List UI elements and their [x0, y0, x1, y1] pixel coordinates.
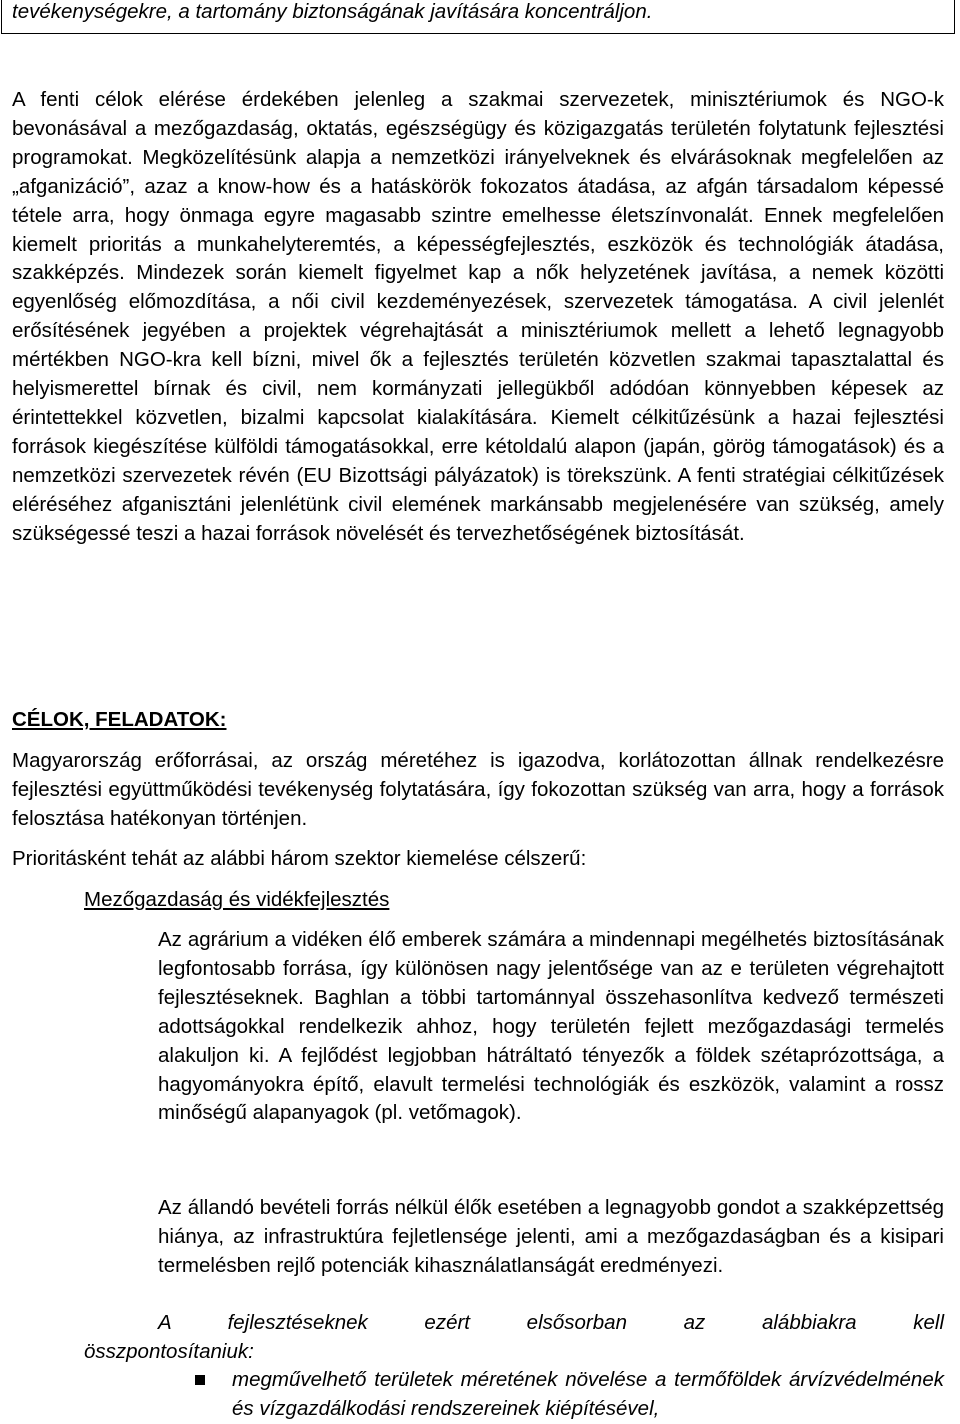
priority-line: Prioritásként tehát az alábbi három szektor kiemelése célszerű:	[12, 847, 587, 870]
focus-intro-line-1: A fejlesztéseknek ezért elsősorban az alábbiakra kell	[158, 1311, 944, 1334]
focus-intro-line-2: összpontosítaniuk:	[84, 1339, 254, 1363]
sector-paragraph-agrarium: Az agrárium a vidéken élő emberek számára a mindennapi megélhetés biztosításának legfontosabb forrása, így különösen nagy jelentősége van az e területen végrehajtott fejlesztéseknek. Baghlan a többi tartománnyal összehasonlítva kedvező természeti adottságokkal rendelkezik ahhoz, hogy területén fejlett mezőgazdasági termelés alakuljon ki. A fejlődést legjobban hátráltató tényezők a földek szétaprózottsága, a hagyományokra építő, elavult termelési technológiák és eszközök, valamint a rossz minőségű alapanyagok (pl. vetőmagok).	[158, 928, 944, 1125]
intro-paragraph: A fenti célok elérése érdekében jelenleg a szakmai szervezetek, minisztériumok és NGO-k bevonásával a mezőgazdaság, oktatás, egészségügy és közigazgatás területén folytatunk fejlesztési programokat. Megközelítésünk alapja a nemzetközi irányelveknek és elvárásoknak megfelelően az „afganizáció”, azaz a know-how és a hatáskörök fokozatos átadása, az afgán társadalom képessé tétele arra, hogy önmaga egyre magasabb szintre emelhesse életszínvonalát. Ennek megfelelően kiemelt prioritás a munkahelyteremtés, a képességfejlesztés, eszközök és technológiák átadása, szakképzés. Mindezek során kiemelt figyelmet kap a nők helyzetének javítása, a nemek közötti egyenlőség előmozdítása, a női civil kezdeményezések, szervezetek támogatása. A civil jelenlét erősítésének jegyében a projektek végrehajtását a minisztériumok mellett a lehető legnagyobb mértékben NGO-kra kell bízni, mivel ők a fejlesztés területén közvetlen szakmai tapasztalattal és helyismerettel bírnak és civil, nem kormányzati jellegükből adódóan könnyebben képesek az érintettekkel közvetlen, bizalmi kapcsolat kialakítására. Kiemelt célkitűzésünk a hazai fejlesztési források kiegészítése külföldi támogatásokkal, erre kétoldalú alapon (japán, görög támogatások) és a nemzetközi szervezetek révén (EU Bizottsági pályázatok) is törekszünk. A fenti stratégiai célkitűzések eléréséhez afganisztáni jelenlétünk civil elemének markánsabb megjelenésére van szükség, amely szükségessé teszi a hazai források növelését és tervezhetőségének biztosítását.	[12, 88, 944, 545]
focus-intro	[84, 1309, 944, 1367]
bullet-item-text: megművelhető területek méretének növelése a termőföldek árvízvédelmének és vízgazdálkodási rendszereinek kiépítésével,	[232, 1368, 944, 1420]
boxed-continuation-text: tevékenységekre, a tartomány biztonságának javítására koncentráljon.	[12, 0, 653, 23]
section-heading: CÉLOK, FELADATOK:	[12, 708, 227, 731]
bullet-item	[194, 1366, 944, 1424]
resources-paragraph: Magyarország erőforrásai, az ország méretéhez is igazodva, korlátozottan állnak rendelkezésre fejlesztési együttműködési tevékenység folytatására, így fokozottan szükség van arra, hogy a források felosztása hatékonyan történjen.	[12, 749, 944, 830]
sector-title: Mezőgazdaság és vidékfejlesztés	[84, 888, 390, 911]
boxed-text-frame	[1, 0, 955, 34]
sector-paragraph-income: Az állandó bevételi forrás nélkül élők esetében a legnagyobb gondot a szakképzettség hiánya, az infrastruktúra fejletlensége jelenti, ami a mezőgazdaságban és a kisipari termelésben rejlő potenciák kihasználatlanságát eredményezi.	[158, 1196, 944, 1277]
